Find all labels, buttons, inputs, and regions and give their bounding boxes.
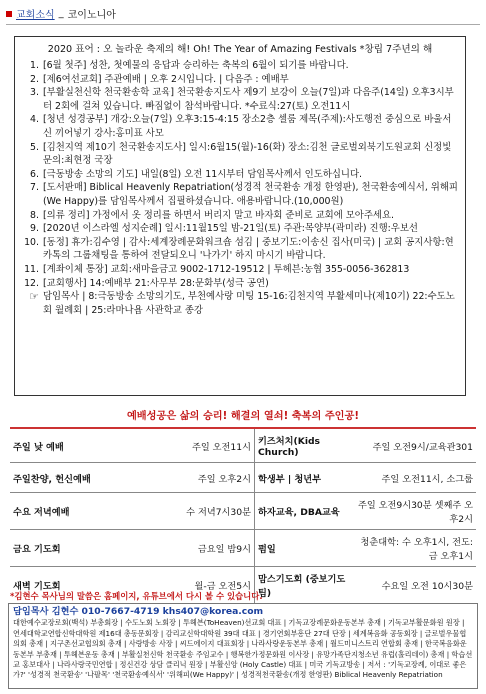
service-time: 청춘대학: 수 오후1시, 전도: 금 오후1시 bbox=[353, 530, 476, 567]
service-time: 주일 오전9시30분 셋째주 오후2시 bbox=[353, 493, 476, 530]
item-text: 담임목사 | 8:극동방송 소망의기도, 부천예사랑 미팅 15-16:김천지역 부활세미나(제10기) 22:수도노회 월례회 | 25:라마나욥 사관학교 종강 bbox=[43, 291, 455, 316]
list-item bbox=[21, 59, 459, 73]
service-name: 주일 낮 예배 bbox=[10, 428, 108, 463]
item-text: [제6여선교회] 주관예배 | 오후 2시입니다. | 다음주 : 예배부 bbox=[43, 73, 289, 85]
service-name: 새벽 기도회 bbox=[10, 567, 108, 604]
service-name: 펌일 bbox=[255, 530, 354, 567]
item-number: 6. bbox=[30, 168, 39, 180]
notice-box bbox=[14, 36, 466, 396]
item-number: 7. bbox=[30, 182, 39, 194]
service-time: 주일 오전9시/교육관301 bbox=[353, 428, 476, 463]
item-number: 5. bbox=[30, 141, 39, 153]
service-time: 주일 오전11시, 소그룹 bbox=[353, 463, 476, 493]
service-time: 수요일 오전 10시30분 bbox=[353, 567, 476, 604]
list-item bbox=[21, 181, 459, 208]
service-name: 학생부 | 청년부 bbox=[255, 463, 354, 493]
list-item bbox=[21, 277, 459, 291]
service-time: 주일 오후2시 bbox=[108, 463, 255, 493]
pastor-bio: 대한예수교장로회(백석) 부총회장 | 수도노회 노회장 | 투헤븐(ToHeaven)선교회 대표 | 기독교장례문화운동본부 총재 | 기독교부활문화원 원장 | 연세대학교연합신학대학원 제16대 총동문회장 | 감리교신학대학원 39대 대표 | 경기연회부흥단 27대 단장 | 세계복음화 공동회장 | 글로벌우물협의회 총재 | 지구촌선교협의회 총재 | 사랑방송 사장 | 씨드에이지 대표회장 | 나라사랑운동본부 총재 | 월드미니스트리 연합회 총재 | 한국복음화운동본부 부총재 | 투헤븐운동 총재 | 부활실천신학 천국환송 주임교수 | 행복한가정문화원 이사장 | 유망가족단지청소년 유럽(홀리데이) 총재 | 학습선교 홍보대사 | 나라사랑국민연합 | 정신건강 상담 클리닉 원장 | 부활신앙 (Holy Castle) 대표 | 미국 기독교방송 | 저서 : '기독교장례, 이대로 좋은가?' '성경적 천국환송' '나팔목' '천국환송예식서' '위해피(We Happy)' | 성경적천국환송(개정 한영판) Biblical Heavenly Repatriation bbox=[13, 618, 473, 680]
list-item bbox=[21, 209, 459, 223]
list-item bbox=[21, 141, 459, 168]
item-number: 9. bbox=[30, 223, 39, 235]
worship-schedule-table bbox=[10, 427, 476, 604]
list-item bbox=[21, 86, 459, 113]
list-item bbox=[21, 236, 459, 263]
pastor-contact-head: 담임목사 김현수 010-7667-4719 khs407@korea.com bbox=[13, 606, 264, 617]
item-text: [2020년 이스라엘 성지순례] 일시:11월15일 밤-21일(토) 주관:목양부(곽미라) 진행:우보선 bbox=[43, 223, 418, 235]
table-row bbox=[10, 493, 476, 530]
item-text: [청년 성경공부] 개강:오늘(7일) 오후3:15-4:15 장소2층 셀룸 제목(주제):사도행전 중심으로 바울서신 끼어넣기 강사:홍미표 사모 bbox=[43, 114, 452, 139]
item-text: [의류 정리] 가정에서 옷 정리를 하면서 버리지 말고 바자회 준비로 교회에 모아주세요. bbox=[43, 209, 394, 221]
item-text: [계좌이체 통장] 교회:새마을금고 9002-1712-19512 | 투헤븐:농협 355-0056-362813 bbox=[43, 263, 410, 275]
service-name: 맘스기도회 (중보기도팀) bbox=[255, 567, 354, 604]
item-number: 3. bbox=[30, 87, 39, 99]
top-divider bbox=[6, 24, 480, 25]
list-item bbox=[21, 73, 459, 87]
notice-list bbox=[21, 59, 459, 317]
service-name: 주일찬양, 헌신예배 bbox=[10, 463, 108, 493]
section-header bbox=[6, 6, 116, 21]
item-number: 1. bbox=[30, 60, 39, 71]
item-number: 10. bbox=[24, 236, 39, 248]
service-name: 키즈처치(Kids Church) bbox=[255, 428, 354, 463]
table-row bbox=[10, 463, 476, 493]
category-link[interactable]: 교회소식 bbox=[16, 10, 55, 21]
service-name: 하자교육, DBA교육 bbox=[255, 493, 354, 530]
item-text: [김천지역 제10기 천국환송지도사] 일시:6월15(월)-16(화) 장소:김천 글로벌외북기도원교회 신정빛문의:최현정 국장 bbox=[43, 141, 452, 167]
table-row bbox=[10, 530, 476, 567]
service-time: 수 저녁7시30분 bbox=[108, 493, 255, 530]
table-row bbox=[10, 428, 476, 463]
item-text: [교회행사] 14:예배부 21:사무부 28:문화부(성극 공연) bbox=[43, 277, 269, 289]
sermon-note: *김현수 목사님의 말씀은 홈페이지, 유튜브에서 다시 볼 수 있습니다. bbox=[10, 591, 263, 601]
worship-banner: 예배성공은 삶의 승리! 해결의 열쇠! 축복의 주인공! bbox=[126, 411, 360, 422]
item-text: [부활실천신학 천국환송학 교육] 천국환송지도사 제9기 보강이 오늘(7일)과 다음주(14일) 오후3시부터 2회에 걸쳐 있습니다. 빠짐없이 참석바랍니다. *수료식:27(토) 오전11시 bbox=[43, 87, 454, 112]
service-name: 수요 저녁예배 bbox=[10, 493, 108, 530]
service-time: 금요일 밤9시 bbox=[108, 530, 255, 567]
list-item bbox=[21, 168, 459, 182]
item-text: [동정] 휴가:김수영 | 감사:세계장례문화워크숍 섬김 | 중보기도:이송신 집사(미국) | 교회 공지사항:현 카톡의 그룹채팅을 통하여 전달되오니 '나가기' 하지 마시기 바랍니다. bbox=[43, 236, 454, 262]
item-number: 2. bbox=[30, 73, 39, 85]
pastor-contact-box bbox=[8, 603, 478, 689]
item-number: 12. bbox=[24, 277, 39, 289]
pointing-hand-icon: ☞ bbox=[29, 290, 39, 304]
item-number: 11. bbox=[24, 263, 39, 275]
item-text: [6월 첫주] 성찬, 첫예물의 응답과 승리하는 축복의 6월이 되기를 바랍니다. bbox=[43, 60, 349, 71]
item-text: [극동방송 소망의 기도] 내일(8일) 오전 11시부터 담임목사께서 인도하십니다. bbox=[43, 168, 362, 180]
item-number: 4. bbox=[30, 114, 39, 126]
item-text: [도서판매] Biblical Heavenly Repatriation(성경적 천국환송 개정 한영판), 천국환송예식서, 위해피(We Happy)를 담임목사께서 집필하셨습니다. 애용바랍니다.(10,000원) bbox=[43, 182, 458, 207]
item-number: 8. bbox=[30, 209, 39, 221]
notice-intro: 2020 표어 : 오 놀라운 축제의 해! Oh! The Year of Amazing Festivals *창립 7주년의 해 bbox=[47, 44, 433, 55]
list-item bbox=[21, 263, 459, 277]
service-time: 주일 오전11시 bbox=[108, 428, 255, 463]
list-item bbox=[21, 222, 459, 236]
header-separator: _ bbox=[58, 8, 64, 19]
service-time: 월-금 오전5시 bbox=[108, 567, 255, 604]
header-subtitle: 코이노니아 bbox=[67, 10, 116, 21]
pastor-schedule-item bbox=[21, 290, 459, 317]
list-item bbox=[21, 113, 459, 140]
red-square-icon bbox=[6, 11, 12, 17]
service-name: 금요 기도회 bbox=[10, 530, 108, 567]
